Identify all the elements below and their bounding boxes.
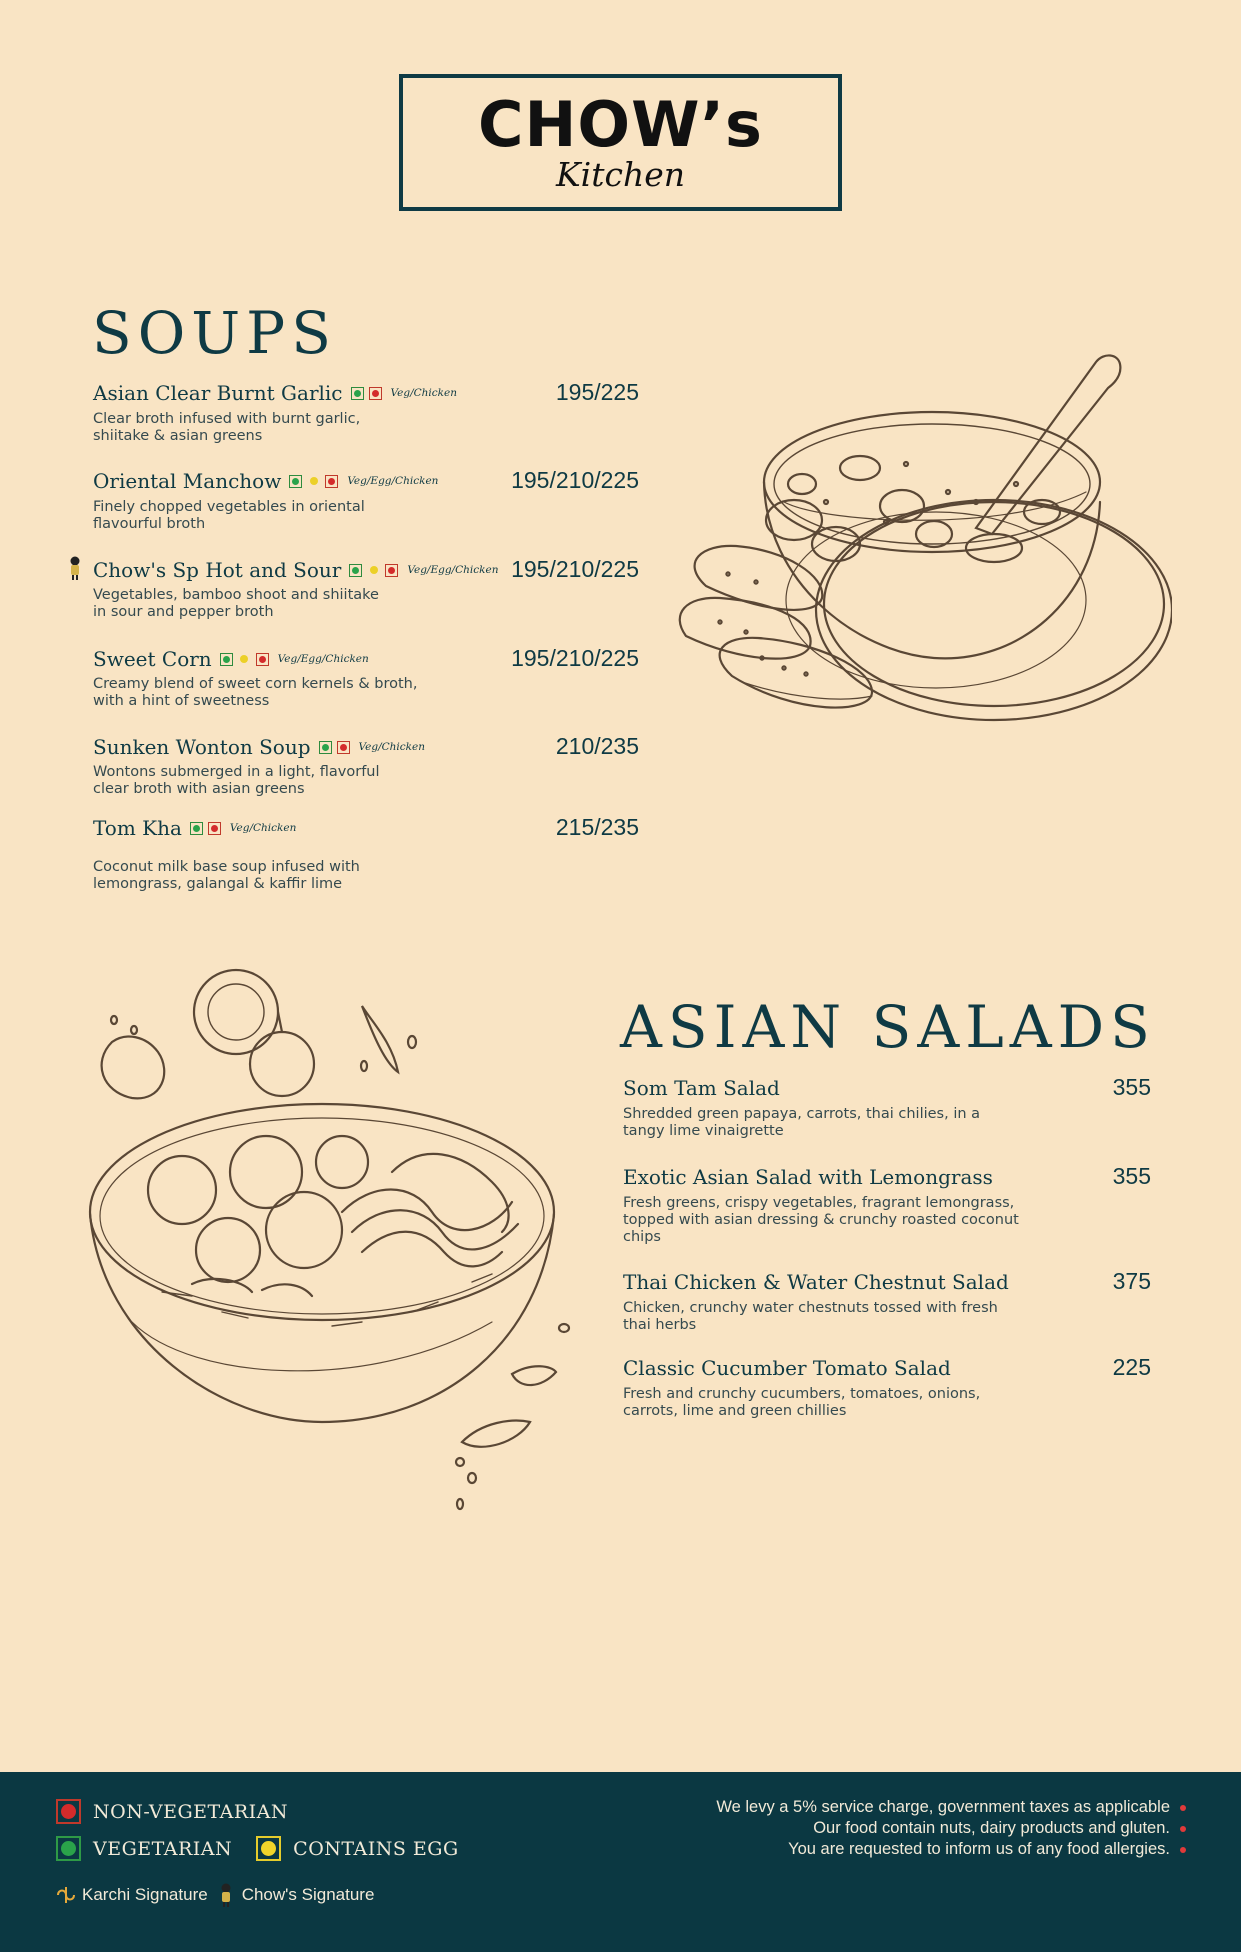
- soup-item-name: Chow's Sp Hot and Sour Veg/Egg/Chicken: [93, 558, 499, 582]
- salad-item-price: 355: [1112, 1074, 1151, 1100]
- non-veg-badge-icon: [325, 475, 338, 488]
- egg-badge-icon: [367, 564, 380, 577]
- soup-item-description: Coconut milk base soup infused with lemongrass, galangal & kaffir lime: [93, 859, 360, 892]
- diet-badge-text: Veg/Egg/Chicken: [277, 653, 369, 665]
- salad-bowl-illustration: [72, 962, 572, 1512]
- soups-title: SOUPS: [92, 299, 337, 367]
- salad-item-description: Fresh and crunchy cucumbers, tomatoes, onions, carrots, lime and green chillies: [623, 1386, 981, 1419]
- salad-item-description: Shredded green papaya, carrots, thai chilies, in a tangy lime vinaigrette: [623, 1106, 981, 1139]
- salad-item-price: 355: [1112, 1163, 1151, 1189]
- soup-item-name: Asian Clear Burnt Garlic Veg/Chicken: [93, 381, 457, 405]
- salads-title: ASIAN SALADS: [620, 993, 1156, 1061]
- karchi-signature-label: Karchi Signature: [82, 1885, 208, 1904]
- egg-badge-icon: [238, 653, 251, 666]
- karchi-signature-icon: [56, 1885, 76, 1905]
- legend-veg-label: VEGETARIAN: [93, 1837, 233, 1860]
- non-veg-badge-icon: [385, 564, 398, 577]
- diet-badge-text: Veg/Egg/Chicken: [407, 564, 499, 576]
- soup-item-description: Vegetables, bamboo shoot and shiitake in sour and pepper broth: [93, 587, 379, 620]
- veg-icon: [56, 1836, 81, 1861]
- soup-item-price: 210/235: [555, 733, 639, 759]
- diet-badges: [351, 387, 457, 400]
- footer: [0, 1772, 1241, 1952]
- legend-veg: [56, 1836, 459, 1861]
- soup-item-description: Wontons submerged in a light, flavorful clear broth with asian greens: [93, 764, 380, 797]
- salad-item: [623, 1076, 1151, 1166]
- soup-item-description: Creamy blend of sweet corn kernels & broth, with a hint of sweetness: [93, 676, 418, 709]
- soup-item-description: Clear broth infused with burnt garlic, shiitake & asian greens: [93, 411, 361, 444]
- soup-item-name: Sunken Wonton Soup Veg/Chicken: [93, 735, 425, 759]
- soup-bowl-illustration: [676, 352, 1172, 766]
- non-veg-badge-icon: [337, 741, 350, 754]
- legend-egg-label: CONTAINS EGG: [293, 1837, 459, 1860]
- brand-logo: [399, 74, 842, 211]
- non-veg-badge-icon: [256, 653, 269, 666]
- note-inform-allergies: You are requested to inform us of any food allergies.: [716, 1839, 1186, 1860]
- soup-item-price: 195/210/225: [511, 467, 639, 493]
- soup-item: [93, 816, 639, 896]
- egg-badge-icon: [307, 475, 320, 488]
- brand-name: CHOW’s: [478, 88, 763, 161]
- veg-badge-icon: [351, 387, 364, 400]
- soup-item: [93, 735, 639, 815]
- diet-badges: [319, 741, 425, 754]
- veg-badge-icon: [289, 475, 302, 488]
- non-veg-badge-icon: [369, 387, 382, 400]
- soup-item: [93, 381, 639, 461]
- diet-badge-text: Veg/Chicken: [229, 822, 297, 834]
- chows-signature-label: Chow's Signature: [241, 1885, 375, 1904]
- diet-badge-text: Veg/Chicken: [390, 387, 457, 399]
- note-service-charge: We levy a 5% service charge, government taxes as applicable: [716, 1797, 1186, 1818]
- salad-item-description: Fresh greens, crispy vegetables, fragrant lemongrass, topped with asian dressing & crunchy roasted coconut chips: [623, 1195, 1019, 1245]
- note-allergens: Our food contain nuts, dairy products and gluten.: [716, 1818, 1186, 1839]
- soup-item-price: 195/210/225: [511, 556, 639, 582]
- chows-signature-icon: [67, 555, 83, 581]
- salad-item-name: Exotic Asian Salad with Lemongrass: [623, 1165, 993, 1189]
- diet-badge-text: Veg/Chicken: [358, 741, 425, 753]
- chows-signature-icon: [218, 1882, 234, 1908]
- salad-item-name: Thai Chicken & Water Chestnut Salad: [623, 1270, 1009, 1294]
- brand-tagline: Kitchen: [556, 155, 685, 194]
- salad-item: [623, 1356, 1151, 1446]
- soup-item: [93, 469, 639, 549]
- legend-non-veg-label: NON-VEGETARIAN: [93, 1800, 289, 1823]
- veg-badge-icon: [349, 564, 362, 577]
- signature-legend: [56, 1882, 374, 1908]
- soup-item-name: Sweet Corn Veg/Egg/Chicken: [93, 647, 369, 671]
- salad-item-price: 375: [1112, 1268, 1151, 1294]
- diet-badges: [289, 475, 438, 488]
- veg-badge-icon: [319, 741, 332, 754]
- soup-item-price: 195/210/225: [511, 645, 639, 671]
- non-veg-badge-icon: [208, 822, 221, 835]
- egg-icon: [256, 1836, 281, 1861]
- soup-item: [93, 558, 639, 638]
- salad-item-name: Som Tam Salad: [623, 1076, 780, 1100]
- soup-item-description: Finely chopped vegetables in oriental flavourful broth: [93, 499, 365, 532]
- veg-badge-icon: [190, 822, 203, 835]
- salad-item-description: Chicken, crunchy water chestnuts tossed with fresh thai herbs: [623, 1300, 998, 1333]
- salad-item-price: 225: [1112, 1354, 1151, 1380]
- diet-badge-text: Veg/Egg/Chicken: [347, 475, 439, 487]
- soup-item-name: Tom Kha Veg/Chicken: [93, 816, 297, 840]
- veg-badge-icon: [220, 653, 233, 666]
- non-veg-icon: [56, 1799, 81, 1824]
- salad-item: [623, 1165, 1151, 1255]
- salad-item-name: Classic Cucumber Tomato Salad: [623, 1356, 951, 1380]
- legend-non-veg: [56, 1799, 288, 1824]
- soup-item-price: 195/225: [555, 379, 639, 405]
- soup-item: [93, 647, 639, 727]
- soup-item-name: Oriental Manchow Veg/Egg/Chicken: [93, 469, 439, 493]
- footer-notes: [716, 1797, 1186, 1860]
- diet-badges: [220, 653, 369, 666]
- diet-badges: [190, 822, 296, 835]
- soup-item-price: 215/235: [555, 814, 639, 840]
- diet-badges: [349, 564, 498, 577]
- salad-item: [623, 1270, 1151, 1360]
